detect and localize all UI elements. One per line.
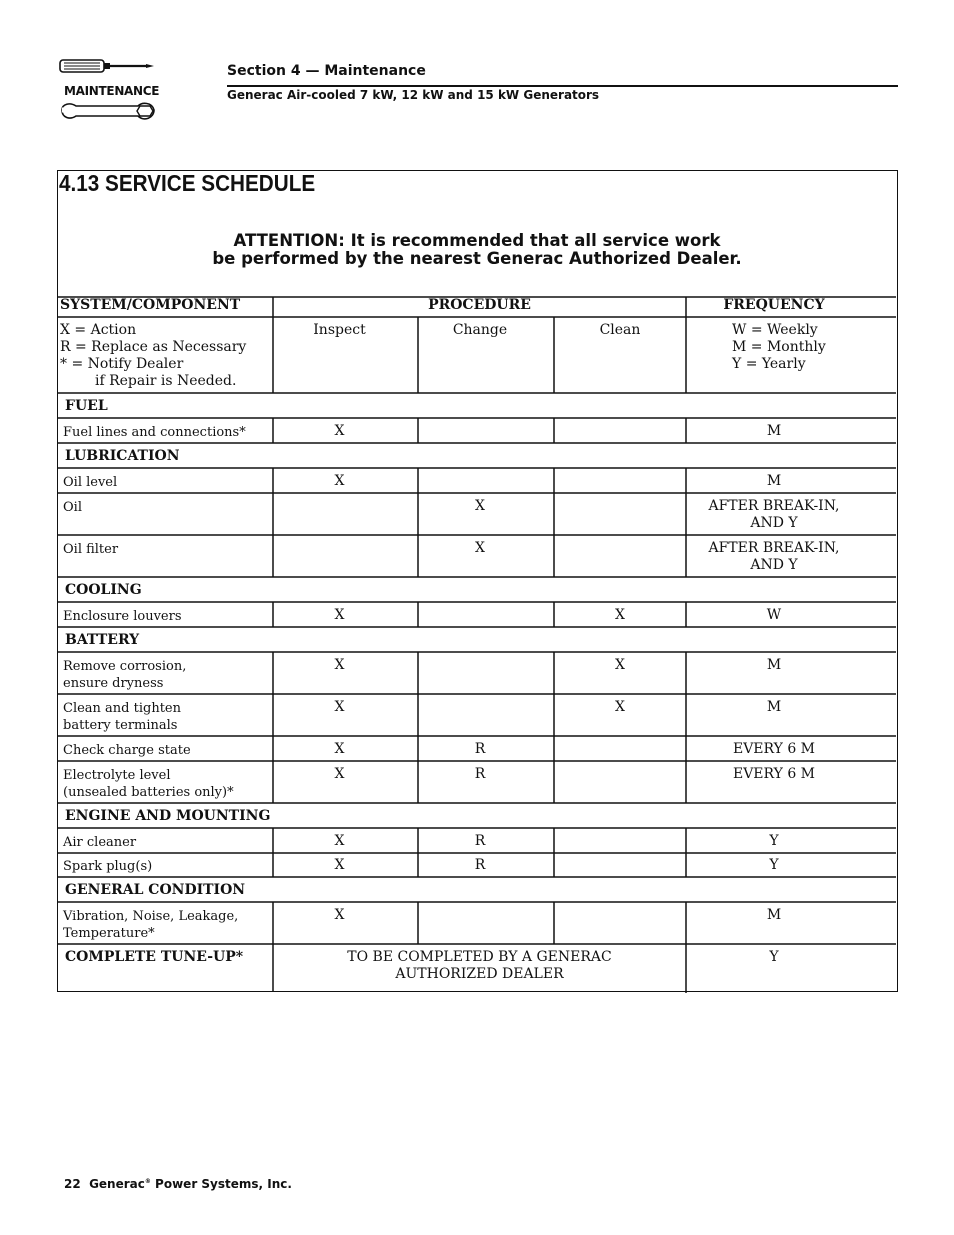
page-number: 22 bbox=[64, 1177, 81, 1191]
section-cooling: COOLING bbox=[65, 582, 142, 598]
row-air-cleaner-inspect: X bbox=[334, 833, 345, 849]
row-oil-name: Oil bbox=[63, 500, 82, 515]
row-terminals-name-1: Clean and tighten bbox=[63, 701, 181, 716]
footer-company-rest: Power Systems, Inc. bbox=[150, 1177, 292, 1191]
row-corrosion-freq: M bbox=[766, 657, 782, 673]
col-inspect: Inspect bbox=[313, 322, 366, 338]
section-general: GENERAL CONDITION bbox=[65, 882, 246, 898]
row-electrolyte-freq: EVERY 6 M bbox=[732, 766, 816, 782]
row-charge-change: R bbox=[474, 741, 486, 757]
row-fuel-lines-inspect: X bbox=[334, 423, 345, 439]
row-tuneup-name: COMPLETE TUNE-UP* bbox=[65, 949, 244, 965]
col-clean: Clean bbox=[599, 322, 641, 338]
row-vibration-name-1: Vibration, Noise, Leakage, bbox=[63, 909, 239, 924]
row-electrolyte-name-1: Electrolyte level bbox=[63, 768, 171, 783]
section-heading: Section 4 — Maintenance bbox=[227, 63, 426, 79]
row-vibration-freq: M bbox=[766, 907, 782, 923]
row-oil-level-freq: M bbox=[766, 473, 782, 489]
attention-line-2: be performed by the nearest Generac Authorized Dealer. bbox=[212, 249, 742, 268]
page-footer bbox=[64, 1177, 292, 1191]
row-corrosion-name-1: Remove corrosion, bbox=[63, 659, 187, 674]
logo-label: MAINTENANCE bbox=[64, 84, 160, 98]
page-title: 4.13 SERVICE SCHEDULE bbox=[59, 170, 316, 196]
row-air-cleaner-freq: Y bbox=[769, 833, 779, 849]
row-spark-inspect: X bbox=[334, 857, 345, 873]
legend-repair: if Repair is Needed. bbox=[95, 373, 237, 389]
row-oil-filter-change: X bbox=[475, 540, 485, 556]
registered-mark: ® bbox=[144, 1178, 151, 1185]
legend-replace: R = Replace as Necessary bbox=[60, 339, 247, 355]
row-corrosion-clean: X bbox=[615, 657, 625, 673]
row-terminals-freq: M bbox=[766, 699, 782, 715]
row-vibration-name-2: Temperature* bbox=[63, 926, 155, 941]
attention-line-1: ATTENTION: It is recommended that all service work bbox=[233, 231, 721, 250]
freq-weekly: W = Weekly bbox=[732, 322, 818, 338]
row-electrolyte-name-2: (unsealed batteries only)* bbox=[63, 785, 234, 800]
section-lubrication: LUBRICATION bbox=[65, 448, 180, 464]
row-fuel-lines-name: Fuel lines and connections* bbox=[63, 425, 246, 440]
row-charge-inspect: X bbox=[334, 741, 345, 757]
section-engine: ENGINE AND MOUNTING bbox=[65, 808, 271, 824]
row-tuneup-proc-2: AUTHORIZED DEALER bbox=[395, 966, 564, 982]
row-oil-filter-freq-1: AFTER BREAK-IN, bbox=[708, 540, 840, 556]
row-oil-filter-freq-2: AND Y bbox=[750, 557, 798, 573]
row-terminals-name-2: battery terminals bbox=[63, 718, 178, 733]
row-louvers-clean: X bbox=[615, 607, 625, 623]
row-terminals-clean: X bbox=[615, 699, 625, 715]
legend-action: X = Action bbox=[60, 322, 137, 338]
row-louvers-freq: W bbox=[766, 607, 782, 623]
row-louvers-name: Enclosure louvers bbox=[63, 609, 182, 624]
row-oil-level-inspect: X bbox=[334, 473, 345, 489]
section-battery: BATTERY bbox=[65, 632, 140, 648]
header-procedure: PROCEDURE bbox=[428, 297, 531, 313]
row-oil-filter-name: Oil filter bbox=[63, 542, 119, 557]
row-air-cleaner-change: R bbox=[474, 833, 486, 849]
row-oil-freq-2: AND Y bbox=[750, 515, 798, 531]
row-corrosion-name-2: ensure dryness bbox=[63, 676, 164, 691]
row-louvers-inspect: X bbox=[334, 607, 345, 623]
row-charge-freq: EVERY 6 M bbox=[732, 741, 816, 757]
row-terminals-inspect: X bbox=[334, 699, 345, 715]
row-charge-name: Check charge state bbox=[63, 743, 191, 758]
section-subtitle: Generac Air-cooled 7 kW, 12 kW and 15 kW Generators bbox=[227, 88, 600, 102]
freq-yearly: Y = Yearly bbox=[732, 356, 806, 372]
header-system: SYSTEM/COMPONENT bbox=[60, 297, 241, 313]
row-corrosion-inspect: X bbox=[334, 657, 345, 673]
row-spark-name: Spark plug(s) bbox=[63, 859, 153, 874]
row-oil-change: X bbox=[475, 498, 485, 514]
row-vibration-inspect: X bbox=[334, 907, 345, 923]
legend-notify: * = Notify Dealer bbox=[60, 356, 184, 372]
row-fuel-lines-freq: M bbox=[766, 423, 782, 439]
row-spark-change: R bbox=[474, 857, 486, 873]
freq-monthly: M = Monthly bbox=[732, 339, 826, 355]
row-oil-level-name: Oil level bbox=[63, 475, 118, 490]
row-spark-freq: Y bbox=[769, 857, 779, 873]
row-electrolyte-change: R bbox=[474, 766, 486, 782]
row-tuneup-proc-1: TO BE COMPLETED BY A GENERAC bbox=[347, 949, 612, 965]
row-tuneup-freq: Y bbox=[769, 949, 779, 965]
footer-company: Generac bbox=[89, 1177, 145, 1191]
row-air-cleaner-name: Air cleaner bbox=[63, 835, 137, 850]
section-fuel: FUEL bbox=[65, 398, 108, 414]
row-oil-freq-1: AFTER BREAK-IN, bbox=[708, 498, 840, 514]
col-change: Change bbox=[452, 322, 508, 338]
header-frequency: FREQUENCY bbox=[723, 297, 825, 313]
row-electrolyte-inspect: X bbox=[334, 766, 345, 782]
